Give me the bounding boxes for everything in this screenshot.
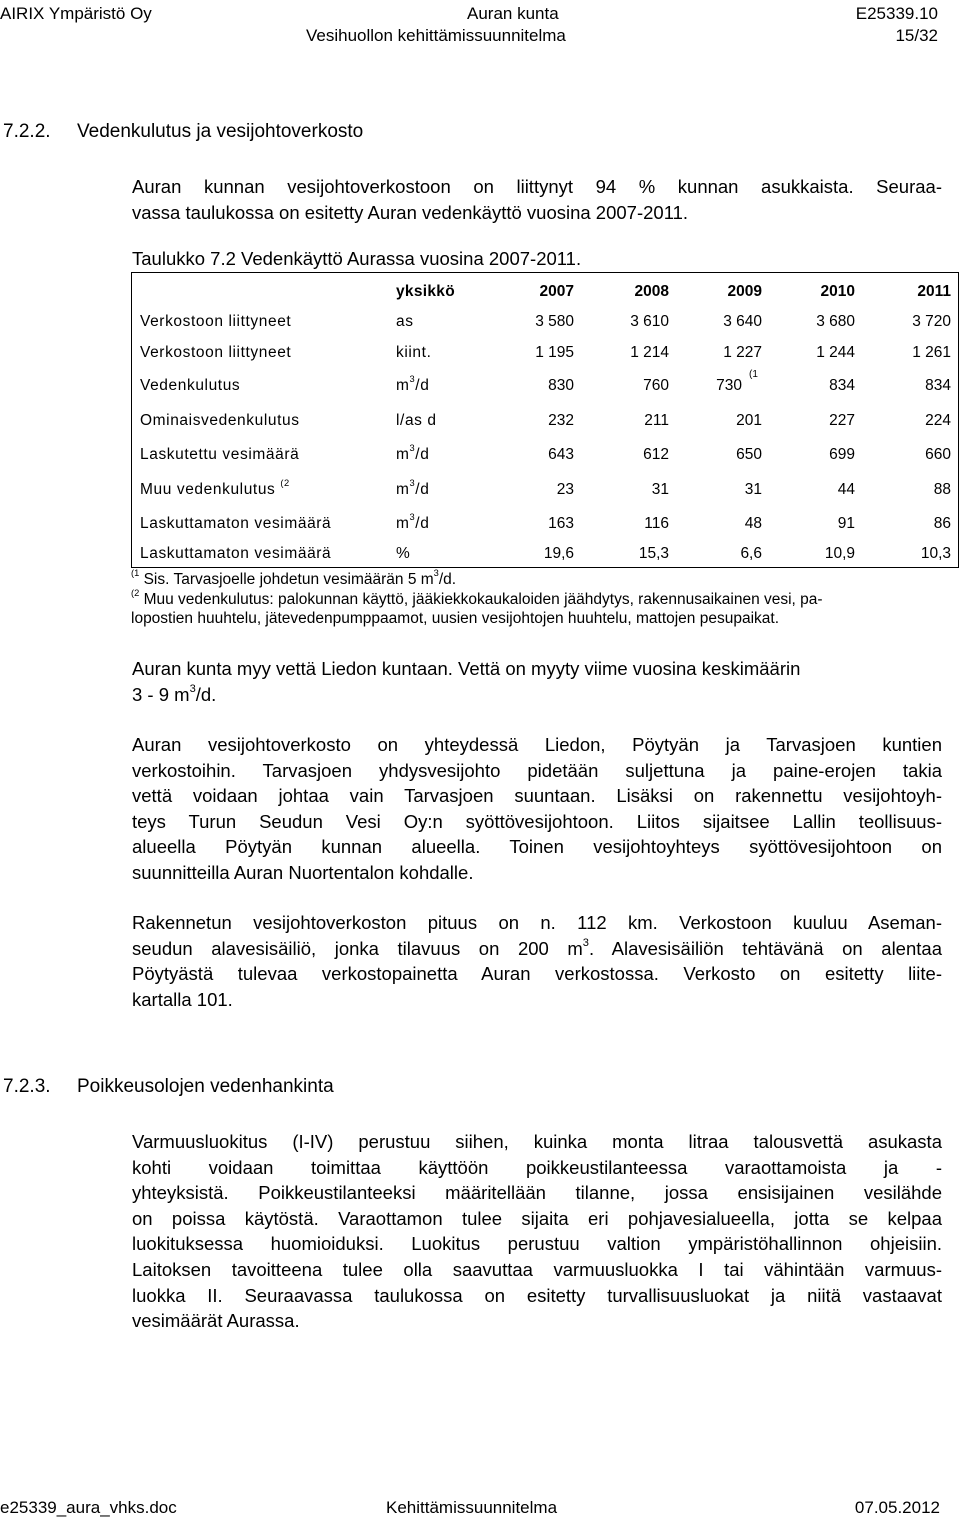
- row-label: Laskuttamaton vesimäärä: [140, 515, 332, 532]
- header-client: Auran kunta: [467, 4, 559, 23]
- row-value: 660: [925, 446, 951, 463]
- row-unit: %: [396, 545, 411, 562]
- row-value: 44: [837, 481, 855, 498]
- para-line: vesimäärät Aurassa.: [132, 1310, 300, 1332]
- para-superscript: 3: [189, 682, 196, 695]
- row-label-text: Muu vedenkulutus: [140, 481, 276, 498]
- row-value: 830: [548, 377, 574, 394]
- footnote-ref: (2: [280, 478, 290, 489]
- unit-superscript: 3: [409, 478, 416, 489]
- header-cell-year: 2008: [634, 283, 669, 300]
- row-value: 91: [837, 515, 855, 532]
- row-value: 23: [556, 481, 574, 498]
- footnote-text: Muu vedenkulutus: palokunnan käyttö, jääkiekkokaukaloiden jäähdytys, rakennusaikainen vesi, pa-: [143, 591, 823, 608]
- section-title: Poikkeusolojen vedenhankinta: [77, 1076, 334, 1097]
- unit-base: m: [396, 481, 410, 498]
- unit-superscript: 3: [409, 512, 416, 523]
- row-unit: l/as d: [396, 412, 437, 429]
- para-line: Pöytyästä tulevaa verkostopainetta Auran verkostossa. Verkosto on esitetty liite-: [132, 963, 942, 985]
- row-unit: kiint.: [396, 344, 432, 361]
- footnote-2-line2: lopostien huuhtelu, jätevedenpumppaamot, uusien vesijohtojen huuhtelu, mattojen pesupaikat.: [131, 610, 780, 627]
- row-value: 232: [548, 412, 574, 429]
- para-line: [132, 936, 942, 962]
- row-value: 3 610: [630, 313, 669, 330]
- para-line: Auran kunta myy vettä Liedon kuntaan. Vettä on myyty viime vuosina keskimäärin: [132, 658, 801, 679]
- row-unit: [396, 374, 430, 395]
- row-label: Ominaisvedenkulutus: [140, 412, 300, 429]
- row-value: 116: [644, 515, 669, 532]
- footnote-2: [131, 590, 941, 628]
- para-text: seudun alavesisäiliö, jonka tilavuus on 200 m: [132, 937, 583, 959]
- row-unit: [396, 443, 430, 464]
- para-line: vettä voidaan johtaa vain Tarvasjoen suuntaan. Lisäksi on rakennettu vesijohtoyh-: [132, 785, 942, 807]
- row-value: 211: [644, 412, 669, 429]
- para-line: suunnitteilla Auran Nuortentalon kohdalle.: [132, 861, 474, 883]
- row-value: 3 580: [535, 313, 574, 330]
- unit-tail: /d: [415, 481, 430, 498]
- unit-base: m: [396, 377, 410, 394]
- unit-superscript: 3: [409, 374, 416, 385]
- section-number: 7.2.2.: [3, 121, 51, 142]
- row-value: 760: [643, 377, 669, 394]
- row-value: 1 227: [723, 344, 762, 361]
- header-cell-year: 2011: [917, 283, 951, 300]
- section-number: 7.2.3.: [3, 1076, 51, 1097]
- para-line: verkostoihin. Tarvasjoen yhdysvesijohto pidetään suljettuna ja paine-erojen takia: [132, 759, 942, 781]
- row-label: Verkostoon liittyneet: [140, 344, 292, 361]
- row-value: 643: [548, 446, 574, 463]
- header-page-number: 15/32: [895, 26, 938, 45]
- row-value: 699: [829, 446, 855, 463]
- row-value: 19,6: [543, 545, 574, 562]
- unit-tail: /d: [415, 446, 430, 463]
- classification-paragraph: [132, 1129, 942, 1334]
- unit-tail: /d: [415, 515, 430, 532]
- intro-paragraph: [132, 174, 942, 225]
- row-label: Verkostoon liittyneet: [140, 313, 292, 330]
- row-value: 3 640: [723, 313, 762, 330]
- row-value: 834: [829, 377, 855, 394]
- footer-filename: e25339_aura_vhks.doc: [0, 1498, 177, 1517]
- row-label: Vedenkulutus: [140, 377, 241, 394]
- row-value: 224: [925, 412, 951, 429]
- row-value: 10,3: [920, 545, 951, 562]
- para-line: Rakennetun vesijohtoverkoston pituus on n. 112 km. Verkostoon kuuluu Aseman-: [132, 912, 942, 933]
- footnote-mark: (1: [131, 568, 140, 579]
- footer-doc-type: Kehittämissuunnitelma: [386, 1498, 558, 1517]
- row-value: 88: [933, 481, 951, 498]
- length-paragraph: [132, 910, 942, 1012]
- row-value: 3 680: [816, 313, 855, 330]
- row-value: 15,3: [638, 545, 669, 562]
- row-value: 1 214: [630, 344, 669, 361]
- intro-line: vassa taulukossa on esitetty Auran vedenkäyttö vuosina 2007-2011.: [132, 201, 689, 223]
- header-doc-title: Vesihuollon kehittämissuunnitelma: [306, 26, 566, 45]
- row-value: 48: [744, 515, 762, 532]
- para-line: alueella Pöytyän kunnan alueella. Toinen vesijohtoyhteys syöttövesijohtoon on: [132, 836, 942, 858]
- unit-base: m: [396, 515, 410, 532]
- row-label: [140, 478, 290, 499]
- header-cell-unit: yksikkö: [396, 283, 455, 300]
- row-value: 650: [736, 446, 762, 463]
- row-value: 3 720: [912, 313, 951, 330]
- header-cell-year: 2007: [539, 283, 574, 300]
- para-line: kohti voidaan toimittaa käyttöön poikkeustilanteessa varaottamoista ja -: [132, 1156, 942, 1178]
- sales-paragraph: [132, 656, 942, 707]
- unit-base: m: [396, 446, 410, 463]
- row-label: Laskuttamaton vesimäärä: [140, 545, 332, 562]
- footnote-text: Sis. Tarvasjoelle johdetun vesimäärän 5 m: [143, 571, 434, 588]
- row-value: 1 195: [535, 344, 574, 361]
- row-unit: [396, 512, 430, 533]
- row-value: 10,9: [824, 545, 855, 562]
- intro-line: Auran kunnan vesijohtoverkostoon on liittynyt 94 % kunnan asukkaista. Seuraa-: [132, 176, 942, 197]
- para-text: /d.: [195, 683, 217, 705]
- para-line: Laitoksen tavoitteena tulee olla saavuttaa varmuusluokka I tai vähintään varmuus-: [132, 1258, 942, 1280]
- row-value: 163: [548, 515, 574, 532]
- row-value: 834: [925, 377, 951, 394]
- network-paragraph: [132, 732, 942, 886]
- row-value: 730: [716, 377, 742, 394]
- row-value: 1 244: [816, 344, 855, 361]
- unit-superscript: 3: [409, 443, 416, 454]
- row-value: 612: [643, 446, 669, 463]
- header-project-code: E25339.10: [855, 4, 938, 23]
- para-line: Varmuusluokitus (I-IV) perustuu siihen, kuinka monta litraa talousvettä asukasta: [132, 1131, 942, 1152]
- footnote-2-line1: [131, 590, 941, 609]
- footnote-tail: /d.: [438, 571, 457, 588]
- row-value: 227: [829, 412, 855, 429]
- row-value: 31: [744, 481, 762, 498]
- footnote-mark: (2: [131, 588, 140, 599]
- row-value: 31: [651, 481, 669, 498]
- para-line: kartalla 101.: [132, 988, 233, 1010]
- header-cell-year: 2009: [727, 283, 762, 300]
- table-caption: Taulukko 7.2 Vedenkäyttö Aurassa vuosina 2007-2011.: [132, 248, 582, 269]
- para-line: luokka II. Seuraavassa taulukossa on esitetty turvallisuusluokat ja niitä vastaavat: [132, 1284, 942, 1306]
- para-line: luokituksessa huomioiduksi. Luokitus perustuu valtion ympäristöhallinnon ohjeisiin.: [132, 1233, 942, 1255]
- water-usage-table: yksikkö 2007 2008 2009 2010 2011 Verkostoon liittyneet as 3 580 3 610 3 640 3 680 3 720 Verkostoon liittyneet kiint. 1 195 1 214 1 227 1 244 1 261 Vedenkulutus $m^3/d$ 830 760 730 (1 834 834 Ominaisvedenkulutus l/as d 232 211 201 227 224 Laskutettu vesimäärä $m^3/d$ 643 612 650 699 660 Muu vedenkulutus $^{(2}$ $m^3/d$ 23 31 31 44 88 Laskuttamaton vesimäärä $m^3/d$ 163 116 48 91 86 Laskuttamaton vesimäärä % 19,6 15,3 6,6 10,9 10,3: [131, 272, 959, 568]
- section-title: Vedenkulutus ja vesijohtoverkosto: [77, 121, 364, 142]
- row-value: 6,6: [740, 545, 762, 562]
- footnote-superscript: 3: [433, 568, 439, 579]
- footer-date: 07.05.2012: [854, 1498, 940, 1517]
- unit-tail: /d: [415, 377, 430, 394]
- para-text: . Alavesisäiliön tehtävänä on alentaa: [588, 937, 942, 959]
- header-cell-year: 2010: [820, 283, 855, 300]
- para-line: [132, 682, 942, 708]
- footnote-1: [131, 570, 456, 589]
- header-company: AIRIX Ympäristö Oy: [0, 4, 152, 23]
- row-value: 86: [933, 515, 951, 532]
- para-superscript: 3: [582, 936, 589, 949]
- para-line: teys Turun Seudun Vesi Oy:n syöttövesijohtoon. Liitos sijaitsee Lallin teollisuus-: [132, 810, 942, 832]
- row-unit: as: [396, 313, 414, 330]
- row-unit: [396, 478, 430, 499]
- para-line: yhteyksistä. Poikkeustilanteeksi määritellään tilanne, jossa ensisijainen vesilähde: [132, 1182, 942, 1204]
- para-line: on poissa käytöstä. Varaottamon tulee sijaita eri pohjavesialueella, jotta se kelpaa: [132, 1207, 942, 1229]
- para-line: Auran vesijohtoverkosto on yhteydessä Liedon, Pöytyän ja Tarvasjoen kuntien: [132, 734, 942, 755]
- para-text: 3 - 9 m: [132, 683, 190, 705]
- row-value: 201: [736, 412, 762, 429]
- row-label: Laskutettu vesimäärä: [140, 446, 300, 463]
- row-value: 1 261: [912, 344, 951, 361]
